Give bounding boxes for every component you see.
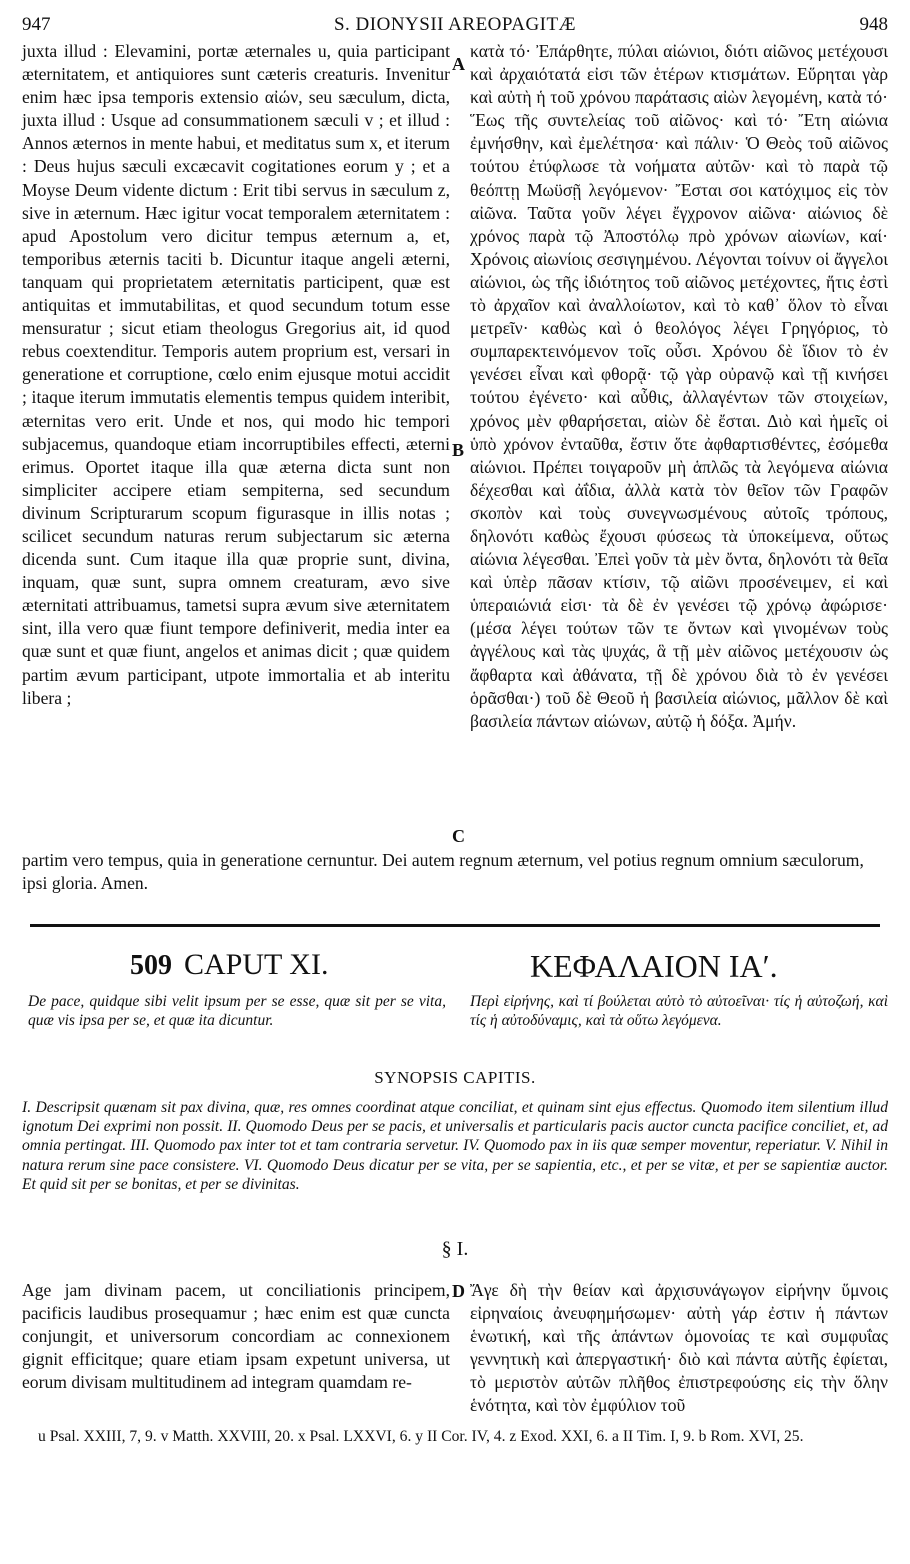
latin-chapter-subtitle: De pace, quidque sibi velit ipsum per se esse, quæ sit per se vita, quæ vis ipsa per se, et quæ ita dicuntur. [28, 993, 446, 1029]
margin-letter-d: D [452, 1281, 465, 1301]
section-heading: § I. [441, 1238, 469, 1260]
margin-letter-c: C [452, 826, 465, 846]
left-column-number: 947 [22, 14, 51, 35]
latin-chapter-title: CAPUT XI. [184, 948, 329, 981]
latin-continuation: partim vero tempus, quia in generatione cernuntur. Dei autem regnum æternum, vel potius regnum omnium sæculorum, ipsi gloria. Amen. [22, 850, 864, 894]
right-column-number: 948 [859, 14, 888, 35]
section-divider [30, 924, 880, 927]
greek-column-top: κατὰ τό· Ἐπάρθητε, πύλαι αἰώνιοι, διότι αἰῶνος μετέχουσι καὶ ἀρχαιότατά εἰσι τῶν ἑτέρων κτισμάτων. Εὕρηται γὰρ καὶ αὐτὴ ἡ τοῦ χρόνου παράτασις αἰὼν λεγομένη, κατὰ τό· Ἕως τῆς συντελείας τοῦ αἰῶνος· καὶ τό· Ἔτη αἰώνια ἐμνήσθην, καὶ ἐμελέτησα· καὶ πάλιν· Ὁ Θεὸς τοῦ αἰῶνος τούτου ἐτύφλωσε τὰ νοήματα αὐτῶν· καὶ τὸ παρὰ τῷ θεόπτῃ Μωϋσῇ λεγόμενον· Ἔσται σοι κατόχιμος εἰς τὸν αἰῶνα. Ταῦτα γοῦν λέγει ἔγχρονον αἰῶνα· αἰώνιος δὲ χρόνος παρὰ τῷ Ἀποστόλῳ πρὸ χρόνων αἰωνίων, καί· Χρόνοις αἰωνίοις σεσιγημένου. Λέγονται τοίνυν οἱ ἄγγελοι αἰώνιοι, ὡς τῆς ἰδιότητος τοῦ αἰῶνος μετέχοντες, ἥτις ἐστὶ τὸ ἀρχαῖον καὶ ἀναλλοίωτον, καὶ τὸ καθ᾽ ὅλον τὸ εἶναι μετρεῖν· καθὼς καὶ ὁ θεολόγος λέγει Γρηγόριος, τὸ συμπαρεκτεινόμενον τοῖς οὖσι. Χρόνου δὲ ἴδιον τὸ ἐν γενέσει εἶναι καὶ φθορᾷ· τῷ γὰρ οὐρανῷ καὶ τῇ κινήσει τούτου ἐγένετο· καὶ αὖθις, ἀλλαγέντων τῶν στοιχείων, χρόνος μὲν φθαρήσεται, αἰὼν δὲ ἔσται. Διὸ καὶ ἡμεῖς οἱ ὑπὸ χρόνον ἐνταῦθα, ἔστιν ὅτε ἀφθαρτισθέντες, ἐσόμεθα αἰώνιοι. Πρέπει τοιγαροῦν μὴ ἁπλῶς τὰ λεγόμενα αἰώνια δέχεσθαι καὶ ἀΐδια, ἀλλὰ κατὰ τὸν θεῖον τῶν Γραφῶν σκοπὸν καὶ τοὺς συνεγνωσμένους αὐτοῖς τρόπους, δηλονότι καθὼς ἔχουσι φύσεως τὰ ὑποκείμενα, οὕτως αἰώνια λέγεσθαι. Ἐπεὶ γοῦν τὰ μὲν ὄντα, δηλονότι τὰ θεῖα καὶ ὑπὲρ πᾶσαν κτίσιν, τῷ αἰῶνι προσένειμεν, εἰ καὶ ὑπεραιώνιά εἰσι· τὰ δὲ ἐν γενέσει τῷ χρόνῳ ἀφώρισε· (μέσα λέγει τούτων τῶν τε ὄντων καὶ γινομένων τοὺς ἀγγέλους καὶ τὰς ψυχάς, ἃ τῇ μὲν αἰῶνος μετέχουσιν ὡς ἄφθαρτα καὶ ἀθάνατα, τῇ δὲ χρόνου διὰ τὸ ἐν γενέσει ὁρᾶσθαι·) τοῦ δὲ Θεοῦ ἡ βασιλεία αἰώνιος, μᾶλλον δὲ καὶ βασιλεία πάντων αἰώνων, αὐτῷ ἡ δόξα. Ἀμήν. [470, 41, 888, 731]
latin-column-section: Age jam divinam pacem, ut conciliationis principem, pacificis laudibus prosequamur ; hæc enim est quæ cuncta conjungit, et universorum concordiam ac connexionem gignit efficitque; quare etiam ipsam expetunt universa, ut eorum divisam multitudinem ad integram quamdam re- [22, 1280, 450, 1393]
latin-chapter-heading [130, 948, 328, 982]
margin-letter-a: A [452, 54, 465, 74]
margin-letter-b: B [452, 440, 465, 460]
greek-chapter-subtitle: Περὶ εἰρήνης, καὶ τί βούλεται αὐτὸ τὸ αὐτοεῖναι· τίς ἡ αὐτοζωή, καὶ τίς ἡ αὐτοδύναμις, καὶ τὰ οὕτω λεγόμενα. [470, 993, 888, 1029]
synopsis-text: I. Descripsit quænam sit pax divina, quæ, res omnes coordinat atque conciliat, et quinam sint ejus effectus. Quomodo item silentium illud ignotum Dei exprimi non possit. II. Quomodo Deus per se pacis, et universalis et particularis pacis auctor cuncta pacifice conciliet, et, ad omnia pertingat. III. Quomodo pax inter tot et tam contraria servetur. IV. Quomodo pax in iis quæ semper moventur, reperiatur. V. Nihil in natura rerum sine pace consistere. VI. Quomodo Deus dicatur per se vita, per se sapientia, etc., et per se vitæ, et per se sapientiæ auctor. Et quid sit per se bonitas, et per se divinitas. [22, 1099, 888, 1193]
page-marker-number: 509 [130, 950, 172, 981]
greek-column-section: Ἄγε δὴ τὴν θείαν καὶ ἀρχισυνάγωγον εἰρήνην ὕμνοις εἰρηναίοις ἀνευφημήσωμεν· αὐτὴ γάρ ἐστιν ἡ πάντων ἑνωτική, καὶ τῆς ἁπάντων ὁμονοίας τε καὶ συμφυΐας γεννητικὴ καὶ ἀπεργαστική· διὸ καὶ πάντα αὐτῆς ἐφίεται, τὸ μεριστὸν αὐτῶν πλῆθος ἐπιστρεφούσης εἰς τὴν ὅλην ἑνότητα, καὶ τὸν ἐμφύλιον τοῦ [470, 1280, 888, 1416]
running-title: S. DIONYSII AREOPAGITÆ [333, 14, 576, 35]
synopsis-heading: SYNOPSIS CAPITIS. [374, 1068, 536, 1087]
greek-chapter-title: ΚΕΦΑΛΑΙΟΝ ΙΑʹ. [530, 948, 778, 984]
latin-column-top: juxta illud : Elevamini, portæ æternales u, quia participant æternitatem, et antiquiores sunt cæteris creaturis. Invenitur enim hæc ipsa temporis extensio αἰών, seu sæculum, dicta, juxta illud : Usque ad consummationem sæculi v ; et illud : Annos æternos in mente habui, et meditatus sum x, et iterum : Deus hujus sæculi excæcavit cogitationes eorum y ; et a Moyse Deum vidente dictum : Erit tibi servus in sæculum z, sive in æternum. Hæc igitur vocat temporalem æternitatem : apud Apostolum vero dicitur tempus æternum a, et, temporibus æternis taciti b. Dicuntur itaque angeli æterni, tanquam qui proprietatem æternitatis participent, quæ est antiquitas et immutabilitas, et quod secundum totum esse mensuratur ; sicut etiam theologus Gregorius ait, id quod rebus coextenditur. Temporis autem proprium est, versari in generatione et corruptione, cœlo enim ejusque motui accidit ; itaque iterum immutatis elementis tempus quidem interibit, æternitas vero erit. Unde et nos, qui modo hic tempori subjacemus, quandoque etiam incorruptibiles effecti, æterni erimus. Oportet itaque illa quæ æterna dicta sunt non simpliciter accipere etiam sempiterna, sed secundum divinum Scripturarum scopum figurasque in illis notas ; scilicet secundum naturas rerum subjectarum sic æterna dicenda sunt. Cum itaque illa quæ proprie sunt, divina, inquam, quæ sunt, supra omnem creaturam, ævo sive æternitati attribuamus, tametsi supra ævum sive æternitatem sint, illa vero quæ fiunt tempore definiverit, media inter ea quæ sunt et quæ fiunt, angelos et animas dicit ; quæ quidem partim ævum participant, utpote immortalia et ab interitu libera ; [22, 41, 450, 708]
footnotes: u Psal. XXIII, 7, 9. v Matth. XXVIII, 20. x Psal. LXXVI, 6. y II Cor. IV, 4. z Exod. XXI, 6. a II Tim. I, 9. b Rom. XVI, 25. [38, 1428, 804, 1445]
running-header [22, 10, 888, 38]
